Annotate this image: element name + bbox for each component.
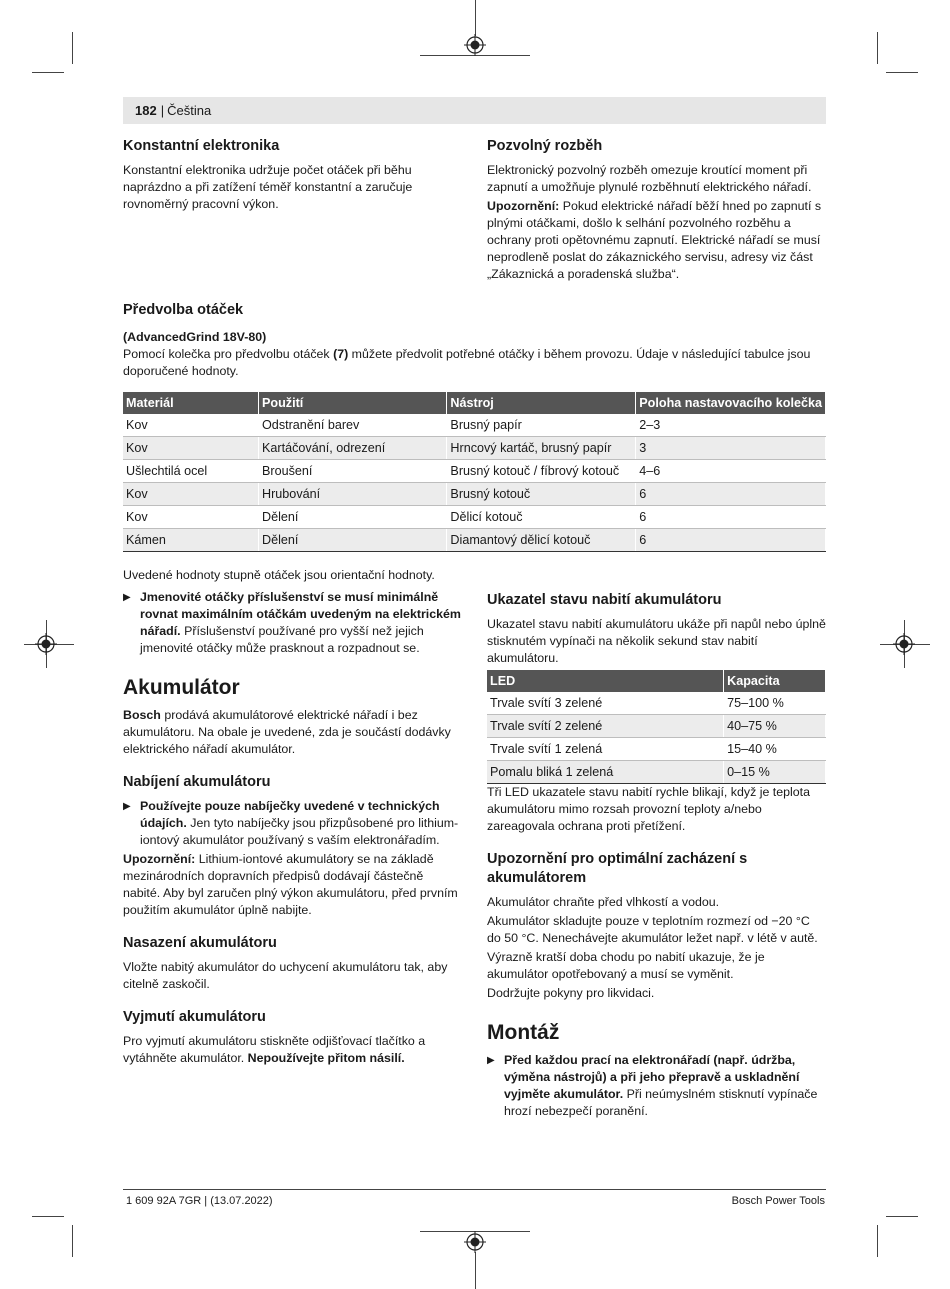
table-cell: Brusný kotouč xyxy=(447,483,636,506)
warning-text: Příslušenství používané pro vyšší než jejich jmenovité otáčky může prasknout a rozpadnout se. xyxy=(140,624,424,655)
section-heading: Předvolba otáček xyxy=(123,302,244,318)
battery-intro-text: prodává akumulátorové elektrické nářadí i bez akumulátoru. Na obale je uvedené, zda je součástí dodávky elektrického nářadí akumulátor. xyxy=(123,708,451,756)
right-column-bottom xyxy=(487,591,827,667)
charging-bullet xyxy=(123,798,463,849)
page-header xyxy=(123,97,826,124)
registration-mark-icon xyxy=(893,633,915,655)
table-row xyxy=(487,715,826,738)
table-cell: Kov xyxy=(123,506,259,529)
table-cell: Diamantový dělicí kotouč xyxy=(447,529,636,552)
crop-mark xyxy=(475,1252,476,1289)
table-cell: Dělení xyxy=(259,529,447,552)
section-heading: Pozvolný rozběh xyxy=(487,138,603,154)
section-soft-start xyxy=(487,137,827,283)
table-row xyxy=(487,692,826,715)
note-text: Lithium-iontové akumulátory se na základě mezinárodních dopravních předpisů dodávají částečně nabité. Aby byl zaručen plný výkon akumulátoru, před prvním použitím akumulátor úplně nabijte. xyxy=(123,852,458,917)
table-cell: Hrubování xyxy=(259,483,447,506)
section-text: Konstantní elektronika udržuje počet otáček při běhu naprázdno a při zatížení téměř konstantní a zaručuje rovnoměrný pracovní výkon. xyxy=(123,163,413,211)
table-row xyxy=(123,460,826,483)
note-text: Pokud elektrické nářadí běží hned po zapnutí s plnými otáčkami, došlo k selhání pozvolného rozběhu a ochrany proti opětovnému zapnutí. Elektrické nářadí se musí neprodleně poslat do zákaznického servisu, adresy viz část „Zákaznická a poradenská služba“. xyxy=(487,199,822,281)
table-cell: 6 xyxy=(636,506,826,529)
table-cell: Brusný papír xyxy=(447,414,636,437)
crop-mark xyxy=(32,1216,64,1217)
section-text: Tři LED ukazatele stavu nabití rychle blikají, když je teplota akumulátoru mimo rozsah provozní teploty a/nebo zareagovala ochrana proti přetížení. xyxy=(487,785,810,833)
footer-divider xyxy=(123,1189,826,1190)
table-cell: 15–40 % xyxy=(724,738,826,761)
charging-text: Jen tyto nabíječky jsou přizpůsobené pro lithium-iontový akumulátor používaný s vaším elektronářadím. xyxy=(140,816,459,847)
table-cell: 2–3 xyxy=(636,414,826,437)
table-cell: Trvale svítí 2 zelené xyxy=(487,715,724,738)
table-row xyxy=(487,761,826,784)
table-row xyxy=(123,483,826,506)
crop-mark xyxy=(32,72,64,73)
table-header: Nástroj xyxy=(447,392,636,414)
table-cell: 6 xyxy=(636,529,826,552)
assembly-text: Při neúmyslném stisknutí vypínače hrozí nebezpečí poranění. xyxy=(504,1087,818,1118)
table-header-row xyxy=(487,670,826,692)
table-row xyxy=(123,437,826,460)
table-header: Kapacita xyxy=(724,670,826,692)
section-title-battery: Akumulátor xyxy=(123,676,240,699)
table-header-row xyxy=(123,392,826,414)
section-constant-electronics xyxy=(123,137,463,213)
table-header: Materiál xyxy=(123,392,259,414)
page-number: 182 xyxy=(135,103,157,118)
table-cell: Kov xyxy=(123,437,259,460)
battery-intro xyxy=(123,707,463,758)
registration-mark-icon xyxy=(464,34,486,56)
table-row xyxy=(123,529,826,552)
table-cell: Dělení xyxy=(259,506,447,529)
table-cell: 0–15 % xyxy=(724,761,826,784)
table-cell: Odstranění barev xyxy=(259,414,447,437)
table-cell: Brusný kotouč / fíbrový kotouč xyxy=(447,460,636,483)
left-column-bottom xyxy=(123,567,463,1067)
table-row xyxy=(123,414,826,437)
table-cell: 4–6 xyxy=(636,460,826,483)
table-cell: 75–100 % xyxy=(724,692,826,715)
header-separator: | xyxy=(160,103,165,118)
section-text: Ukazatel stavu nabití akumulátoru ukáže při napůl nebo úplně stisknutém vypínači na několik sekund stav nabití akumulátoru. xyxy=(487,617,826,665)
section-speed-preselect xyxy=(123,301,826,380)
table-header: Použití xyxy=(259,392,447,414)
registration-mark-icon xyxy=(35,633,57,655)
table-cell: 6 xyxy=(636,483,826,506)
crop-mark xyxy=(886,72,918,73)
intro-text: Pomocí kolečka pro předvolbu otáček xyxy=(123,347,334,361)
charging-note xyxy=(123,851,463,919)
crop-mark xyxy=(877,1225,878,1257)
table-cell: Kartáčování, odrezení xyxy=(259,437,447,460)
crop-mark xyxy=(877,32,878,64)
note-paragraph xyxy=(487,198,827,283)
remove-bold: Nepoužívejte přitom násilí. xyxy=(247,1051,405,1065)
section-text: Dodržujte pokyny pro likvidaci. xyxy=(487,986,655,1000)
section-heading: Upozornění pro optimální zacházení s akumulátorem xyxy=(487,851,748,886)
table-cell: 40–75 % xyxy=(724,715,826,738)
footer-right: Bosch Power Tools xyxy=(731,1195,825,1207)
intro-text: můžete předvolit potřebné otáčky i během provozu. Údaje v následující tabulce jsou doporučené hodnoty. xyxy=(123,347,811,378)
table-cell: 3 xyxy=(636,437,826,460)
note-label: Upozornění: xyxy=(487,199,560,213)
note-label: Upozornění: xyxy=(123,852,196,866)
section-text xyxy=(123,1033,463,1067)
section-heading: Vyjmutí akumulátoru xyxy=(123,1009,266,1025)
header-language: Čeština xyxy=(167,103,212,118)
table-cell: Kámen xyxy=(123,529,259,552)
section-heading: Nasazení akumulátoru xyxy=(123,935,277,951)
table-header: Poloha nastavovacího kolečka xyxy=(636,392,826,414)
section-heading: Nabíjení akumulátoru xyxy=(123,774,271,790)
crop-mark xyxy=(72,1225,73,1257)
crop-mark xyxy=(886,1216,918,1217)
section-text: Výrazně kratší doba chodu po nabití ukazuje, že je akumulátor opotřebovaný a musí se vyměnit. xyxy=(487,950,765,981)
charge-indicator-table xyxy=(487,670,826,784)
assembly-bullet xyxy=(487,1052,827,1120)
table-header: LED xyxy=(487,670,724,692)
section-text: Elektronický pozvolný rozběh omezuje kroutící moment při zapnutí a umožňuje plynulé rozběhnutí elektrického nářadí. xyxy=(487,163,812,194)
model-label: (AdvancedGrind 18V-80) xyxy=(123,330,267,344)
table-cell: Kov xyxy=(123,414,259,437)
section-text xyxy=(123,346,826,380)
table-cell: Trvale svítí 1 zelená xyxy=(487,738,724,761)
table-cell: Kov xyxy=(123,483,259,506)
section-text: Akumulátor chraňte před vlhkostí a vodou. xyxy=(487,895,720,909)
warning-bold: Jmenovité otáčky příslušenství se musí minimálně rovnat maximálním otáčkám uvedeným na elektrickém nářadí. xyxy=(140,590,461,638)
section-title-assembly: Montáž xyxy=(487,1021,560,1044)
table-footnote: Uvedené hodnoty stupně otáček jsou orientační hodnoty. xyxy=(123,568,435,582)
section-heading: Ukazatel stavu nabití akumulátoru xyxy=(487,592,722,608)
table-cell: Ušlechtilá ocel xyxy=(123,460,259,483)
section-text: Vložte nabitý akumulátor do uchycení akumulátoru tak, aby citelně zaskočil. xyxy=(123,960,448,991)
assembly-bold: Před každou prací na elektronářadí (např. údržba, výměna nástrojů) a při jeho přepravě a uskladnění vyjměte akumulátor. xyxy=(504,1053,800,1101)
table-cell: Hrncový kartáč, brusný papír xyxy=(447,437,636,460)
table-cell: Pomalu bliká 1 zelená xyxy=(487,761,724,784)
warning-bullet xyxy=(123,589,463,657)
table-row xyxy=(487,738,826,761)
remove-text: Pro vyjmutí akumulátoru stiskněte odjišťovací tlačítko a vytáhněte akumulátor. xyxy=(123,1034,426,1065)
registration-mark-icon xyxy=(464,1231,486,1253)
table-cell: Broušení xyxy=(259,460,447,483)
charging-bold: Používejte pouze nabíječky uvedené v technických údajích. xyxy=(140,799,440,830)
crop-mark xyxy=(72,32,73,64)
right-column-lower xyxy=(487,784,827,1120)
table-cell: Trvale svítí 3 zelené xyxy=(487,692,724,715)
crop-mark xyxy=(475,0,476,36)
section-text: Akumulátor skladujte pouze v teplotním rozmezí od −20 °C do 50 °C. Nenechávejte akumulátor ležet např. v létě v autě. xyxy=(487,914,818,945)
brand-name: Bosch xyxy=(123,708,161,722)
table-cell: Dělicí kotouč xyxy=(447,506,636,529)
section-heading: Konstantní elektronika xyxy=(123,138,280,154)
footer-left: 1 609 92A 7GR | (13.07.2022) xyxy=(126,1195,273,1207)
speed-table xyxy=(123,392,826,552)
reference-number: (7) xyxy=(333,347,349,361)
table-row xyxy=(123,506,826,529)
